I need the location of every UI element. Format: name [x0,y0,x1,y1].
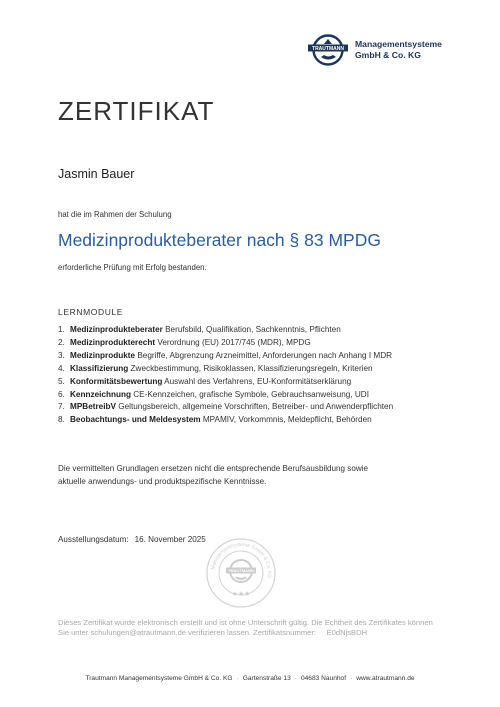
verification-line-2: Sie unter schulungen@atrautmann.de verifizieren lassen. Zertifikatsnummer: E0dNjsBDH [58,628,368,637]
module-item [58,350,393,363]
intro-text: hat die im Rahmen der Schulung [58,210,172,219]
seal-stars-icon: ★★★ [231,590,251,598]
module-name: Konformitätsbewertung [70,376,163,386]
module-number: 5. [58,376,65,386]
footer: Trautmann Managementsysteme GmbH & Co. KG · Gartenstraße 13 · 04683 Naunhof · www.atrautmann.de [85,675,415,682]
certificate-number: E0dNjsBDH [326,628,368,637]
module-number: 2. [58,337,65,347]
module-description: Begriffe, Abgrenzung Arzneimittel, Anforderungen nach Anhang I MDR [135,350,393,360]
issue-date-row [58,535,206,544]
course-title: Medizinprodukteberater nach § 83 MPDG [58,230,381,250]
module-name: Beobachtungs- und Meldesystem [70,415,201,425]
module-number: 1. [58,325,65,334]
disclaimer-line-1: Die vermittelten Grundlagen ersetzen nicht die entsprechende Berufsausbildung sowie [58,464,368,473]
footer-city: 04683 Naunhof [300,675,347,682]
module-item [58,363,393,376]
module-description: Verordnung (EU) 2017/745 (MDR), MPDG [155,337,311,347]
module-item [58,389,393,402]
disclaimer-line-2: aktuelle anwendungs- und produktspezifische Kenntnisse. [58,476,267,486]
module-description: Zweckbestimmung, Risikoklassen, Klassifizierungsregeln, Kriterien [128,363,373,373]
module-description: MPAMIV, Vorkommnis, Meldepflicht, Behörden [200,415,372,425]
footer-company: Trautmann Managementsysteme GmbH & Co. KG [85,675,233,682]
logo-ring-text: TRAUTMANN [312,46,344,52]
seal-inner-text: TRAUTMANN [228,568,254,574]
issue-date-value: 16. November 2025 [134,535,206,544]
module-item [58,414,393,427]
module-number: 6. [58,389,65,399]
module-description: Geltungsbereich, allgemeine Vorschriften, Betreiber- und Anwenderpflichten [115,402,394,412]
module-name: Medizinprodukteberater [70,325,163,334]
module-description: CE-Kennzeichen, grafische Symbole, Gebrauchsanweisung, UDI [130,389,369,399]
footer-website-link[interactable]: www.atrautmann.de [356,675,415,682]
verification-line-1: Dieses Zertifikat wurde elektronisch erstellt und ist ohne Unterschrift gültig. Die Echtheit des Zertifikates können [58,618,433,627]
module-description: Auswahl des Verfahrens, EU-Konformitätserklärung [162,376,352,386]
module-number: 4. [58,363,65,373]
module-number: 3. [58,350,65,360]
module-name: Medizinprodukterecht [70,337,156,347]
footer-street: Gartenstraße 13 [242,675,291,682]
company-line-2: GmbH & Co. KG [355,50,421,60]
module-item [58,337,393,350]
module-number: 8. [58,415,65,425]
module-name: Kennzeichnung [70,389,131,399]
module-item [58,324,393,337]
trautmann-logo-icon [305,33,351,67]
company-name [355,39,442,61]
verification-note [58,618,433,638]
module-name: MPBetreibV [70,402,116,412]
modules-heading: LERNMODULE [58,307,124,317]
module-item [58,376,393,389]
company-line-1: Managementsysteme [355,39,442,49]
disclaimer [58,463,368,488]
module-description: Berufsbild, Qualifikation, Sachkenntnis, Pflichten [162,325,341,334]
module-name: Klassifizierung [70,363,129,373]
certificate-title: ZERTIFIKAT [58,96,215,126]
module-name: Medizinprodukte [70,350,136,360]
trautmann-seal-icon [205,537,277,609]
passed-text: erforderliche Prüfung mit Erfolg bestanden. [58,263,207,272]
seal-ring-text: Managementsysteme GmbH & Co. KG [210,541,273,579]
module-list [58,324,393,427]
recipient-name: Jasmin Bauer [58,167,135,181]
issue-date-label: Ausstellungsdatum: [58,535,129,544]
module-number: 7. [58,402,65,412]
company-logo [305,33,455,67]
module-item [58,401,393,414]
